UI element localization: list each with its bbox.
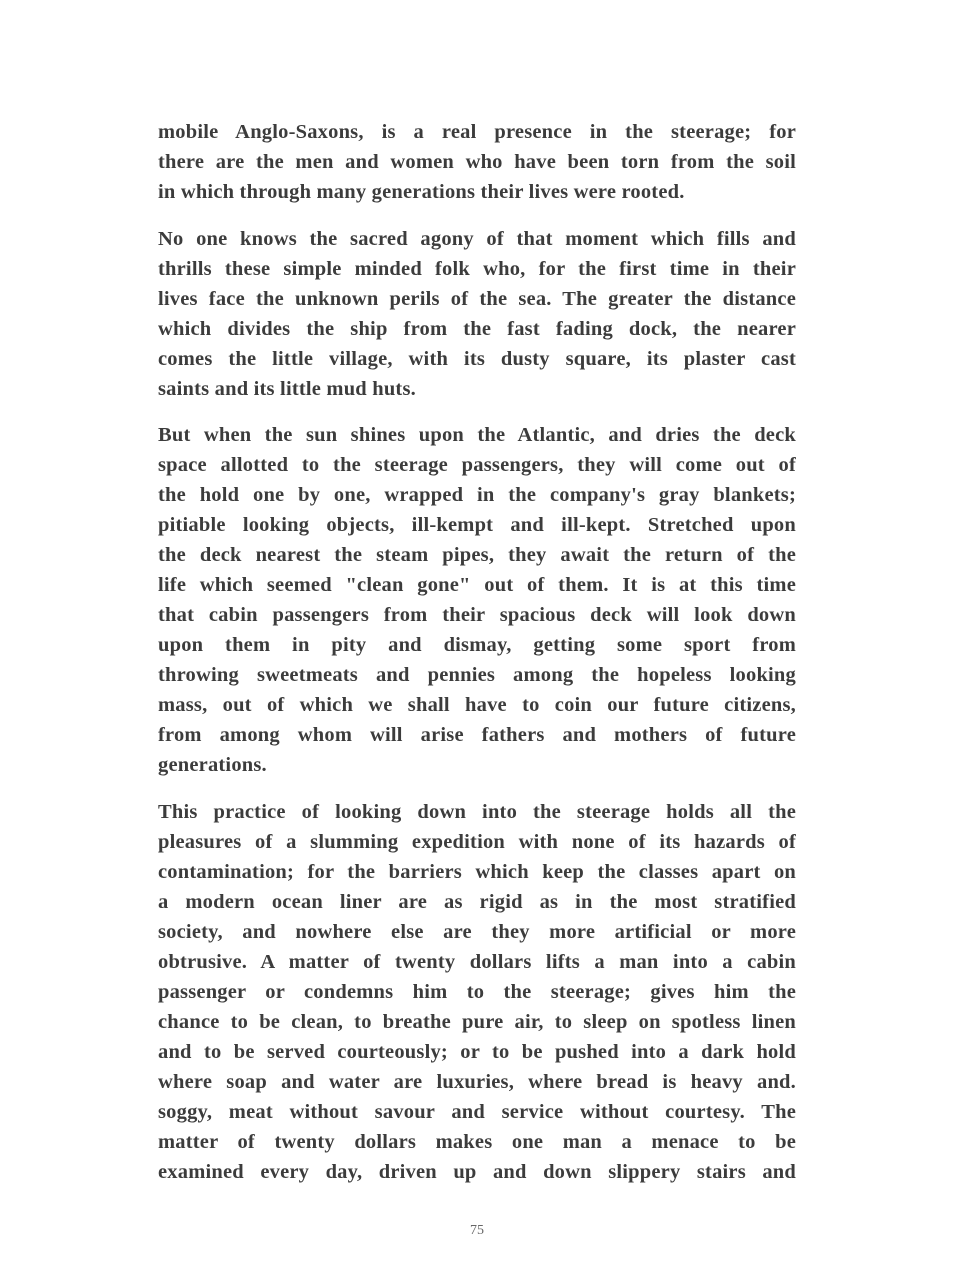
text-line: lives face the unknown perils of the sea. The greater the distance (158, 287, 796, 310)
text-line: space allotted to the steerage passengers, they will come out of (158, 454, 796, 476)
text-line: society, and nowhere else are they more artificial or more (158, 920, 796, 943)
text-line: which divides the ship from the fast fading dock, the nearer (158, 317, 796, 340)
text-line: that cabin passengers from their spacious deck will look down (158, 604, 796, 626)
text-line: life which seemed "clean gone" out of them. It is at this time (158, 574, 796, 596)
text-line: saints and its little mud huts. (158, 377, 416, 400)
text-line: contamination; for the barriers which keep the classes apart on (158, 860, 796, 883)
text-line: throwing sweetmeats and pennies among the hopeless looking (158, 664, 796, 686)
paragraph (158, 420, 796, 780)
text-line: mass, out of which we shall have to coin our future citizens, (158, 694, 796, 716)
text-line: comes the little village, with its dusty square, its plaster cast (158, 347, 796, 370)
text-line: No one knows the sacred agony of that moment which fills and (158, 227, 796, 250)
text-line: But when the sun shines upon the Atlantic, and dries the deck (158, 424, 796, 446)
text-line: and to be served courteously; or to be pushed into a dark hold (158, 1040, 796, 1063)
text-line: the deck nearest the steam pipes, they await the return of the (158, 544, 796, 566)
body-text (158, 117, 796, 1203)
text-line: matter of twenty dollars makes one man a menace to be (158, 1130, 796, 1153)
page-number: 75 (470, 1223, 484, 1238)
text-line: soggy, meat without savour and service without courtesy. The (158, 1100, 796, 1123)
text-line: upon them in pity and dismay, getting some sport from (158, 634, 796, 656)
text-line: obtrusive. A matter of twenty dollars lifts a man into a cabin (158, 950, 796, 973)
paragraph (158, 797, 796, 1187)
text-line: generations. (158, 754, 267, 776)
text-line: where soap and water are luxuries, where bread is heavy and. (158, 1070, 796, 1093)
text-line: passenger or condemns him to the steerage; gives him the (158, 980, 796, 1003)
text-line: a modern ocean liner are as rigid as in the most stratified (158, 890, 796, 913)
text-line: mobile Anglo-Saxons, is a real presence in the steerage; for (158, 121, 796, 143)
text-line: pitiable looking objects, ill-kempt and ill-kept. Stretched upon (158, 514, 796, 536)
paragraph (158, 117, 796, 207)
text-line: from among whom will arise fathers and mothers of future (158, 724, 796, 746)
text-line: This practice of looking down into the steerage holds all the (158, 800, 796, 823)
text-line: examined every day, driven up and down slippery stairs and (158, 1160, 796, 1183)
text-line: there are the men and women who have been torn from the soil (158, 151, 796, 173)
text-line: pleasures of a slumming expedition with none of its hazards of (158, 830, 796, 853)
paragraph (158, 224, 796, 404)
text-line: chance to be clean, to breathe pure air, to sleep on spotless linen (158, 1010, 796, 1033)
text-line: thrills these simple minded folk who, for the first time in their (158, 257, 796, 280)
text-line: in which through many generations their lives were rooted. (158, 181, 685, 203)
text-line: the hold one by one, wrapped in the company's gray blankets; (158, 484, 796, 506)
